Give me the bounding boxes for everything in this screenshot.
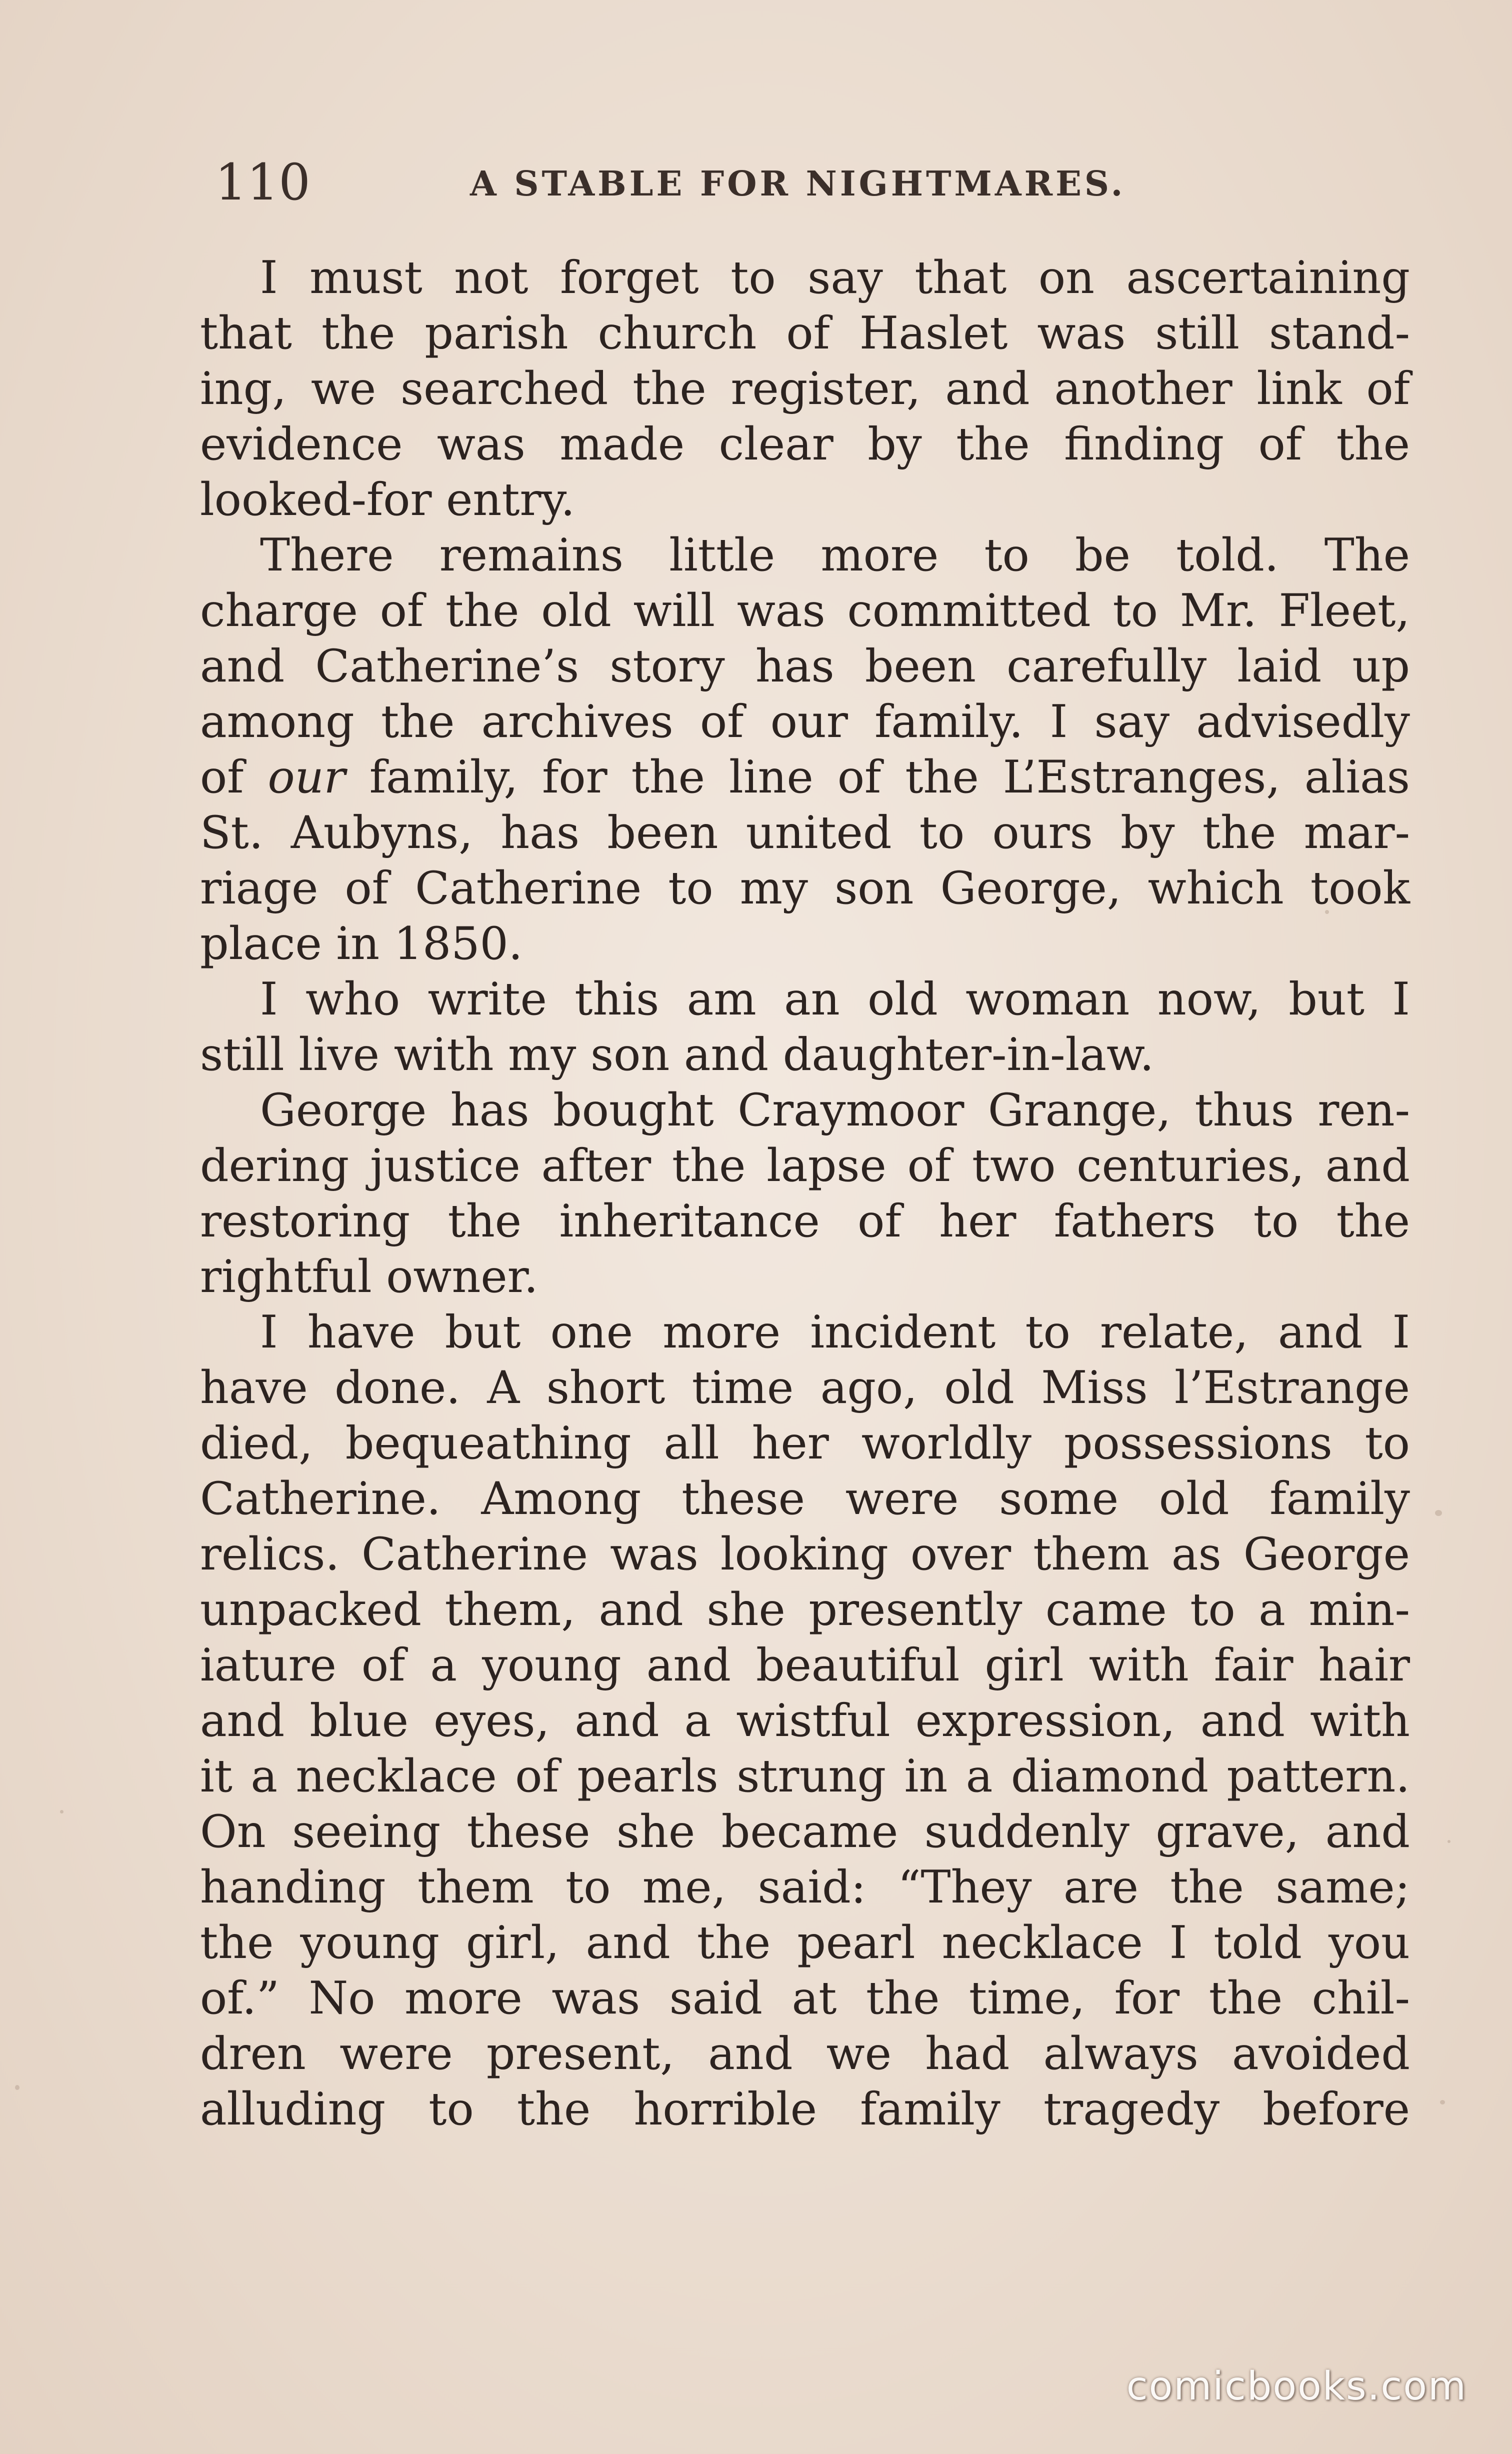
text-line: St. Aubyns, has been united to ours by the mar- [200,806,1410,859]
text-line: that the parish church of Haslet was still stand- [200,307,1410,360]
text-line: it a necklace of pearls strung in a diamond pattern. [200,1750,1410,1802]
paper-speck [1435,1510,1442,1516]
text-line: have done. A short time ago, old Miss l’Estrange [200,1362,1410,1414]
text-line: There remains little more to be told. The [260,529,1410,582]
text-line: place in 1850. [200,918,523,970]
body-text [200,250,1410,2137]
text-line: and Catherine’s story has been carefully laid up [200,640,1410,692]
text-line: of.” No more was said at the time, for the chil- [200,1972,1410,2024]
text-line: rightful owner. [200,1250,538,1303]
text-segment: of [200,751,244,804]
text-line [200,750,1410,805]
text-line: died, bequeathing all her worldly possessions to [200,1417,1410,1470]
text-line: dering justice after the lapse of two centuries, and [200,1140,1410,1192]
text-line: unpacked them, and she presently came to a min- [200,1584,1410,1636]
text-line: among the archives of our family. I say advisedly [200,696,1410,748]
text-line: riage of Catherine to my son George, which took [200,862,1410,914]
text-segment: family, for the line of the L’Estranges, alias [369,751,1410,804]
text-line: I who write this am an old woman now, but I [260,973,1410,1026]
text-line: I must not forget to say that on ascertaining [260,252,1410,304]
text-line: still live with my son and daughter-in-law. [200,1028,1154,1081]
text-line: evidence was made clear by the finding of the [200,418,1410,470]
text-line: iature of a young and beautiful girl with fair hair [200,1639,1410,1692]
text-line: charge of the old will was committed to Mr. Fleet, [200,584,1410,637]
paper-speck [60,1810,64,1814]
text-line: alluding to the horrible family tragedy before [200,2083,1410,2136]
paper-speck [1440,2100,1445,2104]
text-line: handing them to me, said: “They are the same; [200,1861,1410,1914]
text-line: and blue eyes, and a wistful expression, and with [200,1694,1410,1747]
text-line: dren were present, and we had always avoided [200,2028,1410,2080]
text-line: Catherine. Among these were some old family [200,1472,1410,1525]
text-line: On seeing these she became suddenly grave, and [200,1806,1410,1858]
text-line: looked-for entry. [200,474,576,526]
text-line: the young girl, and the pearl necklace I told you [200,1916,1410,1969]
paper-speck [1448,1840,1450,1843]
watermark: comicbooks.com [1126,2364,1467,2409]
text-line: relics. Catherine was looking over them as George [200,1528,1410,1580]
paper-speck [15,2085,20,2090]
text-line: restoring the inheritance of her fathers to the [200,1195,1410,1248]
italic-word: our [268,751,346,804]
book-title: A STABLE FOR NIGHTMARES. [470,164,1126,204]
text-line: George has bought Craymoor Grange, thus ren- [260,1084,1410,1136]
text-line: I have but one more incident to relate, and I [260,1306,1410,1358]
running-head [215,150,1415,215]
page-number: 110 [215,153,310,212]
text-line: ing, we searched the register, and another link of [200,362,1410,415]
